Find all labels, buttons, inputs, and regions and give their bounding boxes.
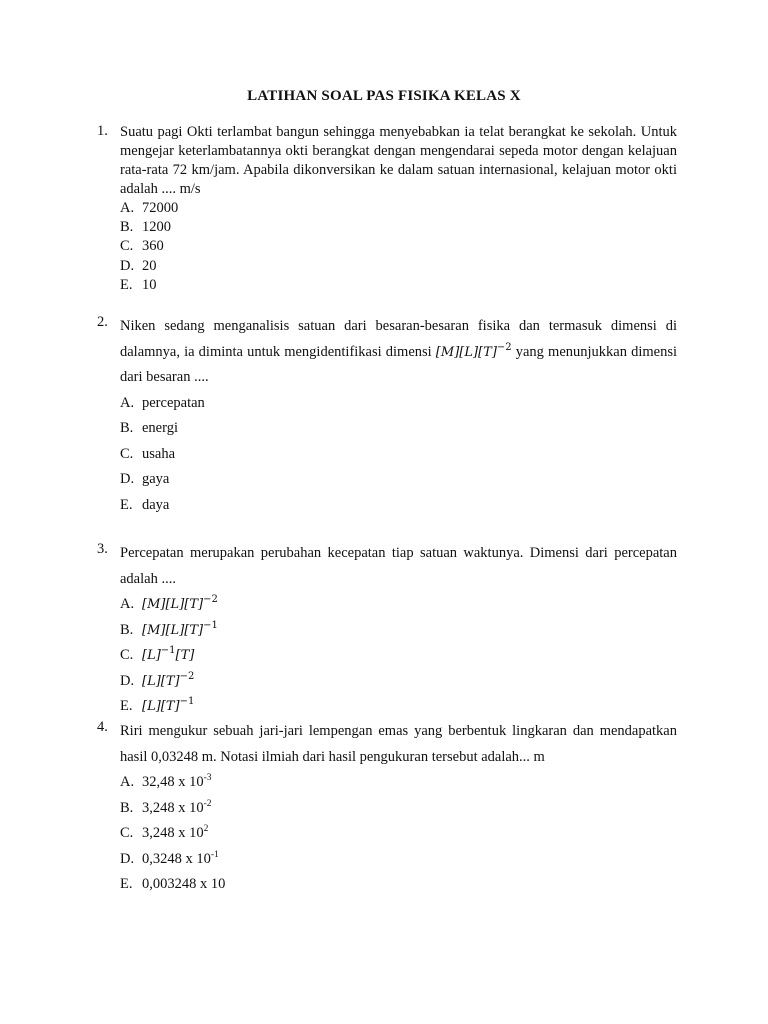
option-c: C. usaha [120,445,176,462]
question-2 [97,314,677,518]
question-number: 1. [97,123,108,139]
question-number: 2. [97,314,108,330]
options-list [120,770,677,898]
question-text: Suatu pagi Okti terlambat bangun sehingga menyebabkan ia telat berangkat ke sekolah. Untuk mengejar keterlambatannya okti berangkat dengan mengendarai sepeda motor dengan kelajuan rata-rata 72 km/jam. Apabila dikonversikan ke dalam satuan internasional, kelajuan motor okti adalah .... m/s [120,124,677,197]
option-c: C. 360 [120,238,164,255]
options-list [120,592,677,720]
options-list [120,199,677,295]
question-1 [97,123,677,295]
option-e: E. 0,003248 x 10 [120,876,226,892]
question-3 [97,541,677,720]
question-text: Riri mengukur sebuah jari-jari lempengan emas yang berbentuk lingkaran dan mendapatkan hasil 0,03248 m. Notasi ilmiah dari hasil pengukuran tersebut adalah... m [120,723,677,765]
page-title: LATIHAN SOAL PAS FISIKA KELAS X [247,88,521,104]
option-a: A. $[M][L][T]^{-2}$ [120,594,218,612]
option-b: B. $[M][L][T]^{-1}$ [120,619,218,638]
option-a: A. percepatan [120,394,205,411]
option-c: C. 3,248 x $10^2$ [120,824,209,841]
option-b: B. 3,248 x $10^{-2}$ [120,798,212,816]
question-text: Niken sedang menganalisis satuan dari besaran-besaran fisika dan termasuk dimensi di dalamnya, ia diminta untuk mengidentifikasi dimensi $[M][L][T]^{-2}$ yang menunjukkan dimensi dari besaran .... [120,318,677,385]
option-a: A. 72000 [120,200,179,216]
option-d: D. 20 [120,257,157,274]
option-e: E. $[L][T]^{-1}$ [120,696,195,714]
option-d: D. 0,3248 x $10^{-1}$ [120,849,219,867]
question-number: 4. [97,719,108,735]
options-list [120,391,677,519]
option-a: A. 32,48 x $10^{-3}$ [120,773,212,790]
question-text: Percepatan merupakan perubahan kecepatan tiap satuan waktunya. Dimensi dari percepatan adalah .... [120,545,677,587]
option-e: E. daya [120,496,170,513]
question-4 [97,719,677,898]
question-number: 3. [97,541,108,557]
option-c: C. $[L]^{-1}[T]$ [120,645,195,663]
option-d: D. $[L][T]^{-2}$ [120,670,195,689]
option-d: D. gaya [120,471,170,487]
dimension-formula: $[M][L][T]^{-2}$ [435,341,512,360]
option-b: B. energi [120,420,178,436]
option-b: B. 1200 [120,219,171,236]
option-e: E. 10 [120,276,157,293]
